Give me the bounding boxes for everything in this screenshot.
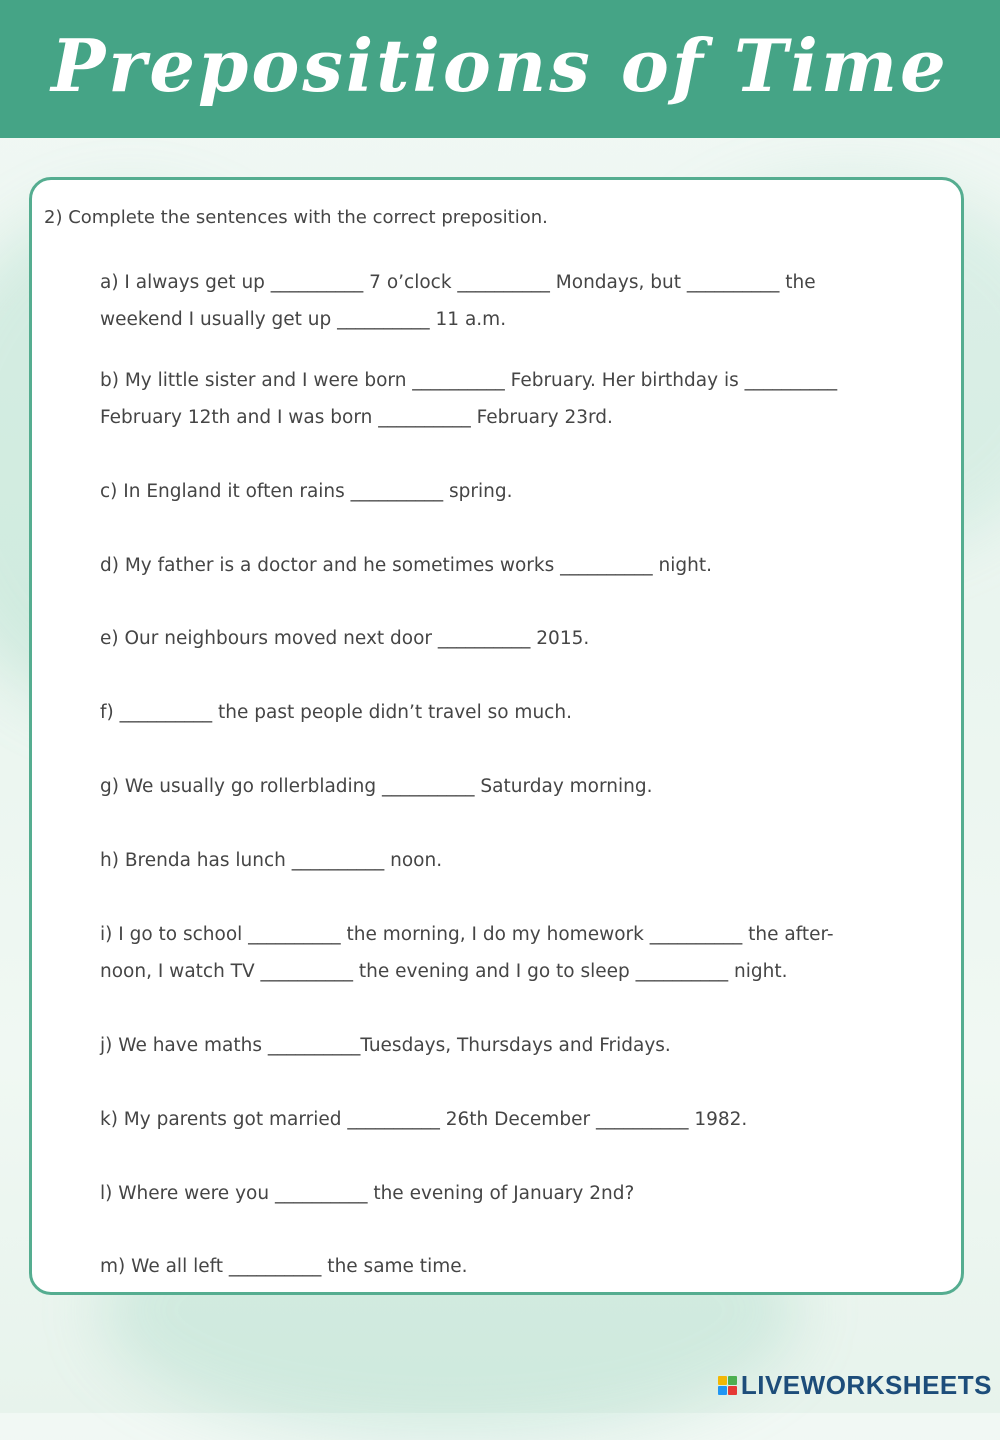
title-banner [0,0,1000,138]
question-line: a) I always get up __________ 7 o’clock __________ Mondays, but __________ the [100,272,816,293]
question-line: b) My little sister and I were born __________ February. Her birthday is __________ [100,370,838,391]
question-line: l) Where were you __________ the evening of January 2nd? [100,1183,635,1204]
question-line: d) My father is a doctor and he sometimes works __________ night. [100,555,712,576]
question-c [100,473,890,510]
question-e [100,620,890,657]
question-line: m) We all left __________ the same time. [100,1256,468,1277]
question-line: noon, I watch TV __________ the evening and I go to sleep __________ night. [100,961,788,982]
question-f [100,694,890,731]
question-line: h) Brenda has lunch __________ noon. [100,850,443,871]
question-line: c) In England it often rains __________ spring. [100,481,513,502]
question-l [100,1175,890,1212]
question-h [100,842,890,879]
question-j [100,1027,890,1064]
exercise-card [29,177,964,1295]
question-line: j) We have maths __________Tuesdays, Thursdays and Fridays. [100,1035,671,1056]
question-line: e) Our neighbours moved next door __________ 2015. [100,628,590,649]
liveworksheets-logo-icon [718,1376,737,1395]
question-line: k) My parents got married __________ 26th December __________ 1982. [100,1109,748,1130]
question-i [100,916,890,990]
question-k [100,1101,890,1138]
question-line: f) __________ the past people didn’t travel so much. [100,702,572,723]
question-line: g) We usually go rollerblading __________ Saturday morning. [100,776,653,797]
exercise-instruction: 2) Complete the sentences with the correct preposition. [44,207,548,228]
liveworksheets-logo[interactable] [718,1370,992,1401]
page-title: Prepositions of Time [51,22,949,108]
question-line: February 12th and I was born __________ February 23rd. [100,407,613,428]
question-g [100,768,890,805]
question-line: weekend I usually get up __________ 11 a.m. [100,309,507,330]
question-b [100,362,890,436]
question-d [100,547,890,584]
question-a [100,264,890,338]
logo-text: LIVEWORKSHEETS [740,1370,992,1400]
question-m [100,1248,890,1285]
question-line: i) I go to school __________ the morning, I do my homework __________ the after- [100,924,834,945]
